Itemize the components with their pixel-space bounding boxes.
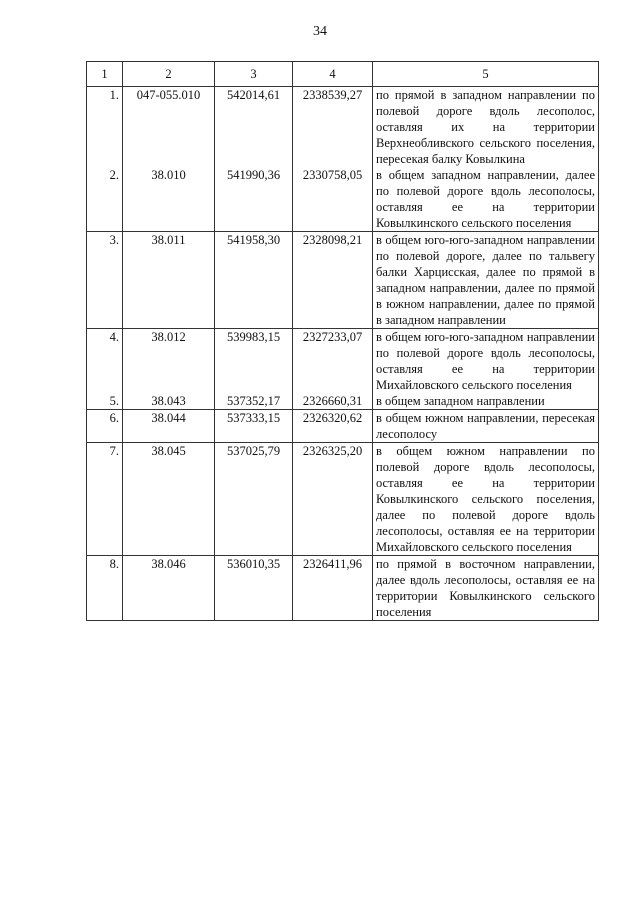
boundary-table <box>86 61 599 621</box>
row-number: 5. <box>87 393 123 410</box>
point-code: 38.044 <box>123 410 215 443</box>
point-code: 047-055.010 <box>123 87 215 168</box>
point-code: 38.012 <box>123 329 215 394</box>
coordinate-y: 2326325,20 <box>293 443 373 556</box>
coordinate-y: 2327233,07 <box>293 329 373 394</box>
header-col-4: 4 <box>293 62 373 87</box>
boundary-description: в общем западном направлении, далее по полевой дороге вдоль лесополосы, оставляя ее на территории Ковылкинского сельского поселения <box>373 167 599 232</box>
point-code: 38.010 <box>123 167 215 232</box>
point-code: 38.046 <box>123 556 215 621</box>
row-number: 2. <box>87 167 123 232</box>
coordinate-x: 537333,15 <box>215 410 293 443</box>
coordinate-y: 2330758,05 <box>293 167 373 232</box>
table-header-row <box>87 62 599 87</box>
boundary-description: по прямой в западном направлении по полевой дороге вдоль лесополос, оставляя их на территории Верхнеобливского сельского поселения, пересекая балку Ковылкина <box>373 87 599 168</box>
row-number: 3. <box>87 232 123 329</box>
table-row <box>87 443 599 556</box>
page-number: 34 <box>313 24 327 39</box>
point-code: 38.043 <box>123 393 215 410</box>
point-code: 38.045 <box>123 443 215 556</box>
table-row <box>87 232 599 329</box>
table-body <box>87 87 599 621</box>
coordinate-y: 2326320,62 <box>293 410 373 443</box>
row-number: 1. <box>87 87 123 168</box>
header-col-2: 2 <box>123 62 215 87</box>
point-code: 38.011 <box>123 232 215 329</box>
coordinate-y: 2326411,96 <box>293 556 373 621</box>
coordinate-x: 539983,15 <box>215 329 293 394</box>
boundary-description: в общем южном направлении по полевой дороге вдоль лесополосы, оставляя ее на территории Ковылкинского сельского поселения, далее по полевой дороге вдоль лесополосы, оставляя ее на территории Михайловского сельского поселения <box>373 443 599 556</box>
table-row <box>87 87 599 168</box>
row-number: 6. <box>87 410 123 443</box>
boundary-description: в общем юго-юго-западном направлении по полевой дороге, далее по тальвегу балки Харцисская, далее по прямой в западном направлении, далее по прямой в южном направлении, далее по прямой в западном направлении <box>373 232 599 329</box>
row-number: 8. <box>87 556 123 621</box>
boundary-description: в общем южном направлении, пересекая лесополосу <box>373 410 599 443</box>
table-row <box>87 393 599 410</box>
boundary-description: по прямой в восточном направлении, далее вдоль лесополосы, оставляя ее на территории Ковылкинского сельского поселения <box>373 556 599 621</box>
row-number: 4. <box>87 329 123 394</box>
coordinate-y: 2338539,27 <box>293 87 373 168</box>
coordinate-x: 542014,61 <box>215 87 293 168</box>
row-number: 7. <box>87 443 123 556</box>
coordinate-x: 541990,36 <box>215 167 293 232</box>
coordinate-x: 536010,35 <box>215 556 293 621</box>
coordinate-x: 541958,30 <box>215 232 293 329</box>
table-row <box>87 329 599 394</box>
boundary-description: в общем западном направлении <box>373 393 599 410</box>
header-col-1: 1 <box>87 62 123 87</box>
header-col-3: 3 <box>215 62 293 87</box>
table-row <box>87 556 599 621</box>
coordinate-x: 537352,17 <box>215 393 293 410</box>
header-col-5: 5 <box>373 62 599 87</box>
coordinate-x: 537025,79 <box>215 443 293 556</box>
boundary-description: в общем юго-юго-западном направлении по полевой дороге вдоль лесополосы, оставляя ее на территории Михайловского сельского поселения <box>373 329 599 394</box>
table-row <box>87 410 599 443</box>
table-row <box>87 167 599 232</box>
coordinate-y: 2328098,21 <box>293 232 373 329</box>
coordinate-y: 2326660,31 <box>293 393 373 410</box>
